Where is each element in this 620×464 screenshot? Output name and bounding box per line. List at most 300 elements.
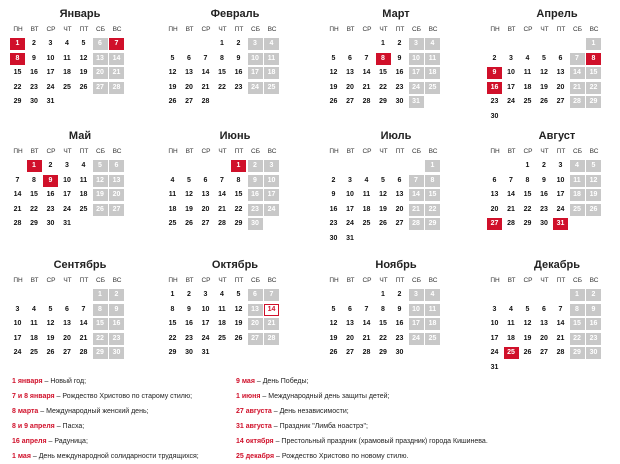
day-cell: 18 xyxy=(523,83,532,91)
day-cell: 18 xyxy=(30,334,38,342)
day-cell: 17 xyxy=(201,320,210,327)
day-cell: 16 xyxy=(395,320,404,327)
weekday-header: ПН xyxy=(168,277,178,284)
day-cell: 26 xyxy=(379,220,387,227)
day-cell: 4 xyxy=(425,289,440,301)
day-cell: 25 xyxy=(425,82,440,94)
day-cell: 9 xyxy=(397,305,402,313)
day-cell: 27 xyxy=(93,82,108,94)
day-cell: 16 xyxy=(248,189,263,201)
day-cell: 16 xyxy=(185,320,193,327)
day-cell: 12 xyxy=(329,320,338,327)
day-cell: 4 xyxy=(425,38,440,50)
day-cell: 2 xyxy=(109,289,124,301)
day-cell: 23 xyxy=(490,98,499,105)
month-title: Апрель xyxy=(536,8,578,20)
day-cell: 3 xyxy=(409,289,424,301)
day-cell: 15 xyxy=(168,320,177,327)
month-grid xyxy=(487,272,605,382)
weekday-header: ВС xyxy=(112,277,122,284)
day-cell: 22 xyxy=(379,334,387,342)
day-cell: 6 xyxy=(248,289,263,301)
day-cell: 8 xyxy=(381,305,385,313)
day-cell: 17 xyxy=(46,69,55,76)
weekday-header: СБ xyxy=(573,277,582,284)
day-cell: 10 xyxy=(264,175,279,187)
day-cell: 17 xyxy=(556,191,565,198)
day-cell: 4 xyxy=(81,162,86,169)
day-cell: 7 xyxy=(509,176,513,184)
day-cell: 26 xyxy=(329,349,338,356)
day-cell: 23 xyxy=(234,83,243,91)
legend-date: 8 марта xyxy=(12,408,39,415)
day-cell: 28 xyxy=(570,96,585,108)
day-cell: 4 xyxy=(364,176,369,184)
day-cell: 31 xyxy=(46,98,55,105)
weekday-header: СБ xyxy=(412,26,421,33)
month-title: Февраль xyxy=(210,8,260,20)
day-cell: 20 xyxy=(201,205,210,213)
weekday-header: ЧТ xyxy=(63,277,72,284)
legend-date: 8 и 9 апреля xyxy=(12,423,55,430)
weekday-header: СБ xyxy=(96,26,105,33)
day-cell: 24 xyxy=(409,82,424,94)
month-grid xyxy=(10,143,128,253)
day-cell: 23 xyxy=(109,333,124,345)
legend-item xyxy=(12,419,199,434)
month-grid xyxy=(165,143,283,253)
day-cell: 14 xyxy=(264,304,279,316)
day-cell: 25 xyxy=(425,333,440,345)
day-cell: 29 xyxy=(425,218,440,230)
day-cell: 18 xyxy=(264,67,279,79)
day-cell: 21 xyxy=(13,205,22,213)
day-cell: 28 xyxy=(79,349,88,356)
day-cell: 25 xyxy=(79,205,88,213)
day-cell: 25 xyxy=(504,347,519,359)
month-6 xyxy=(165,130,283,253)
legend-text: – Рождество Христово по новому стилю. xyxy=(274,453,409,460)
weekday-header: ПТ xyxy=(234,277,244,284)
day-cell: 31 xyxy=(63,220,71,227)
day-cell: 22 xyxy=(168,334,177,342)
weekday-header: СР xyxy=(201,277,211,284)
day-cell: 7 xyxy=(220,176,224,184)
month-grid xyxy=(487,143,605,253)
day-cell: 15 xyxy=(379,69,387,76)
day-cell: 21 xyxy=(218,205,226,213)
weekday-header: ВТ xyxy=(346,26,355,33)
day-cell: 14 xyxy=(507,191,515,198)
weekday-header: СБ xyxy=(573,26,582,33)
day-cell: 26 xyxy=(540,98,548,105)
day-cell: 28 xyxy=(218,220,226,227)
day-cell: 11 xyxy=(168,191,177,198)
legend-date: 9 мая xyxy=(236,378,255,385)
day-cell: 26 xyxy=(523,349,532,356)
day-cell: 2 xyxy=(586,289,601,301)
day-cell: 18 xyxy=(79,191,88,198)
day-cell: 28 xyxy=(264,333,279,345)
day-cell: 29 xyxy=(168,349,177,356)
day-cell: 18 xyxy=(425,67,440,79)
day-cell: 8 xyxy=(376,53,391,65)
day-cell: 5 xyxy=(236,291,241,298)
day-cell: 12 xyxy=(379,191,387,198)
weekday-header: ПН xyxy=(329,26,339,33)
day-cell: 2 xyxy=(492,54,497,62)
day-cell: 4 xyxy=(65,40,69,47)
day-cell: 13 xyxy=(490,191,499,198)
day-cell: 19 xyxy=(379,205,387,213)
day-cell: 17 xyxy=(346,205,354,213)
day-cell: 3 xyxy=(248,38,263,50)
legend-text: – Новый год; xyxy=(42,378,87,385)
legend-text: – Пасха; xyxy=(54,423,85,430)
day-cell: 15 xyxy=(234,191,243,198)
weekday-header: СР xyxy=(523,277,533,284)
day-cell: 16 xyxy=(540,191,548,198)
day-cell: 6 xyxy=(187,54,191,62)
weekday-header: ПТ xyxy=(234,26,244,33)
month-title: Май xyxy=(68,130,92,142)
day-cell: 8 xyxy=(93,304,108,316)
day-cell: 3 xyxy=(15,305,20,313)
day-cell: 30 xyxy=(46,220,55,227)
month-3 xyxy=(326,8,444,131)
day-cell: 4 xyxy=(170,176,175,184)
day-cell: 22 xyxy=(234,205,243,213)
day-cell: 2 xyxy=(331,176,336,184)
day-cell: 22 xyxy=(586,82,601,94)
day-cell: 12 xyxy=(185,191,193,198)
weekday-header: ПН xyxy=(13,148,23,155)
day-cell: 18 xyxy=(63,69,71,76)
day-cell: 4 xyxy=(570,160,585,172)
day-cell: 27 xyxy=(487,218,502,230)
day-cell: 20 xyxy=(395,205,404,213)
weekday-header: ПТ xyxy=(395,26,405,33)
day-cell: 13 xyxy=(556,69,565,76)
legend-date: 7 и 8 января xyxy=(12,393,55,400)
day-cell: 28 xyxy=(362,98,371,105)
day-cell: 28 xyxy=(409,218,424,230)
day-cell: 2 xyxy=(397,291,402,298)
weekday-header: ВС xyxy=(428,26,438,33)
weekday-header: СБ xyxy=(412,277,421,284)
day-cell: 10 xyxy=(409,53,424,65)
day-cell: 27 xyxy=(201,220,210,227)
day-cell: 6 xyxy=(348,305,352,313)
day-cell: 11 xyxy=(523,69,532,76)
weekday-header: СБ xyxy=(96,148,105,155)
weekday-header: ВТ xyxy=(185,148,194,155)
day-cell: 2 xyxy=(397,40,402,47)
day-cell: 14 xyxy=(201,69,210,76)
day-cell: 12 xyxy=(329,69,338,76)
day-cell: 2 xyxy=(187,291,191,298)
day-cell: 8 xyxy=(236,176,241,184)
legend-date: 14 октября xyxy=(236,438,274,445)
weekday-header: СР xyxy=(201,26,211,33)
day-cell: 6 xyxy=(203,176,208,184)
weekday-header: ПТ xyxy=(234,148,244,155)
day-cell: 2 xyxy=(236,40,241,47)
day-cell: 30 xyxy=(490,112,499,120)
day-cell: 25 xyxy=(523,98,532,105)
legend-item xyxy=(12,404,199,419)
day-cell: 15 xyxy=(425,189,440,201)
day-cell: 1 xyxy=(27,160,42,172)
day-cell: 3 xyxy=(264,160,279,172)
weekday-header: ПН xyxy=(490,148,500,155)
legend-text: – Рождество Христово по старому стилю; xyxy=(54,393,193,400)
day-cell: 19 xyxy=(185,205,193,213)
day-cell: 2 xyxy=(542,162,546,169)
weekday-header: ПТ xyxy=(556,26,566,33)
day-cell: 1 xyxy=(10,38,25,50)
day-cell: 21 xyxy=(507,205,515,213)
weekday-header: ПН xyxy=(329,277,339,284)
weekday-header: ВТ xyxy=(507,148,516,155)
day-cell: 12 xyxy=(79,54,88,62)
day-cell: 27 xyxy=(346,98,354,105)
day-cell: 14 xyxy=(13,191,22,198)
weekday-header: ВС xyxy=(112,148,122,155)
day-cell: 31 xyxy=(553,218,568,230)
day-cell: 11 xyxy=(79,176,88,184)
legend-date: 27 августа xyxy=(236,408,272,415)
day-cell: 22 xyxy=(379,83,387,91)
day-cell: 17 xyxy=(63,191,71,198)
weekday-header: ПТ xyxy=(395,148,405,155)
day-cell: 15 xyxy=(93,318,108,330)
day-cell: 6 xyxy=(65,305,69,313)
legend-text: – Радуница; xyxy=(46,438,88,445)
weekday-header: ЧТ xyxy=(540,277,549,284)
day-cell: 17 xyxy=(490,334,499,342)
month-11 xyxy=(326,259,444,382)
day-cell: 23 xyxy=(30,83,38,91)
day-cell: 11 xyxy=(425,304,440,316)
day-cell: 19 xyxy=(46,334,55,342)
weekday-header: ПН xyxy=(13,277,23,284)
day-cell: 9 xyxy=(187,305,191,313)
day-cell: 30 xyxy=(30,98,38,105)
day-cell: 30 xyxy=(395,98,404,105)
day-cell: 18 xyxy=(168,205,177,213)
day-cell: 7 xyxy=(558,305,563,313)
weekday-header: ЧТ xyxy=(63,26,72,33)
weekday-header: ВТ xyxy=(507,26,516,33)
day-cell: 22 xyxy=(425,204,440,216)
day-cell: 31 xyxy=(201,349,210,356)
day-cell: 26 xyxy=(93,204,108,216)
month-7 xyxy=(326,130,444,253)
day-cell: 19 xyxy=(329,334,338,342)
day-cell: 27 xyxy=(109,204,124,216)
day-cell: 19 xyxy=(93,189,108,201)
day-cell: 25 xyxy=(218,334,226,342)
weekday-header: ЧТ xyxy=(540,26,549,33)
legend-item xyxy=(12,389,199,404)
day-cell: 3 xyxy=(203,291,208,298)
day-cell: 26 xyxy=(234,334,243,342)
day-cell: 10 xyxy=(63,176,71,184)
day-cell: 12 xyxy=(46,320,55,327)
legend-date: 1 мая xyxy=(12,453,31,460)
day-cell: 23 xyxy=(248,204,263,216)
weekday-header: ВС xyxy=(267,26,277,33)
day-cell: 27 xyxy=(346,349,354,356)
month-title: Июнь xyxy=(219,130,251,142)
day-cell: 16 xyxy=(109,318,124,330)
day-cell: 7 xyxy=(570,53,585,65)
weekday-header: ВТ xyxy=(30,277,39,284)
day-cell: 10 xyxy=(490,320,499,327)
day-cell: 29 xyxy=(13,98,22,105)
day-cell: 23 xyxy=(395,83,404,91)
day-cell: 16 xyxy=(586,318,601,330)
day-cell: 8 xyxy=(220,54,224,62)
weekday-header: ВТ xyxy=(30,26,39,33)
day-cell: 17 xyxy=(264,189,279,201)
day-cell: 11 xyxy=(218,305,226,313)
day-cell: 17 xyxy=(507,83,515,91)
day-cell: 6 xyxy=(348,54,352,62)
day-cell: 13 xyxy=(248,304,263,316)
weekday-header: ЧТ xyxy=(218,277,227,284)
weekday-header: СР xyxy=(201,148,211,155)
day-cell: 24 xyxy=(556,205,565,213)
day-cell: 24 xyxy=(346,220,354,227)
day-cell: 5 xyxy=(93,160,108,172)
day-cell: 12 xyxy=(586,175,601,187)
day-cell: 13 xyxy=(93,53,108,65)
day-cell: 8 xyxy=(586,53,601,65)
month-grid xyxy=(326,272,444,382)
day-cell: 9 xyxy=(542,176,546,184)
weekday-header: ПН xyxy=(490,277,500,284)
day-cell: 1 xyxy=(570,289,585,301)
day-cell: 14 xyxy=(556,320,565,327)
legend-item xyxy=(12,374,199,389)
day-cell: 19 xyxy=(329,83,338,91)
month-title: Ноябрь xyxy=(375,259,417,271)
day-cell: 26 xyxy=(329,98,338,105)
day-cell: 10 xyxy=(13,320,22,327)
legend-text: – Праздник "Лимба ноастрэ"; xyxy=(271,423,368,430)
day-cell: 7 xyxy=(109,38,124,50)
day-cell: 6 xyxy=(397,176,402,184)
weekday-header: ПН xyxy=(168,148,178,155)
day-cell: 17 xyxy=(248,67,263,79)
month-grid xyxy=(326,143,444,253)
month-1 xyxy=(10,8,128,131)
legend-date: 25 декабря xyxy=(236,453,275,460)
day-cell: 13 xyxy=(395,191,404,198)
day-cell: 3 xyxy=(558,162,563,169)
day-cell: 14 xyxy=(362,320,371,327)
weekday-header: СР xyxy=(46,277,56,284)
day-cell: 7 xyxy=(364,54,369,62)
day-cell: 14 xyxy=(79,320,88,327)
weekday-header: ЧТ xyxy=(379,26,388,33)
day-cell: 4 xyxy=(32,305,36,313)
day-cell: 10 xyxy=(556,176,565,184)
month-10 xyxy=(165,259,283,382)
day-cell: 20 xyxy=(540,334,548,342)
day-cell: 3 xyxy=(48,40,53,47)
day-cell: 4 xyxy=(220,291,224,298)
month-4 xyxy=(487,8,605,131)
day-cell: 24 xyxy=(248,82,263,94)
day-cell: 6 xyxy=(492,176,497,184)
holiday-legend-right xyxy=(236,374,488,464)
day-cell: 13 xyxy=(201,191,210,198)
month-title: Январь xyxy=(59,8,101,20)
month-title: Март xyxy=(382,8,410,20)
day-cell: 21 xyxy=(362,334,371,342)
day-cell: 5 xyxy=(48,305,53,313)
day-cell: 8 xyxy=(425,175,440,187)
day-cell: 5 xyxy=(331,305,336,313)
day-cell: 4 xyxy=(264,38,279,50)
day-cell: 5 xyxy=(381,176,385,184)
day-cell: 10 xyxy=(46,54,55,62)
day-cell: 10 xyxy=(248,53,263,65)
day-cell: 19 xyxy=(540,83,548,91)
weekday-header: ВС xyxy=(428,148,438,155)
day-cell: 24 xyxy=(201,334,210,342)
day-cell: 31 xyxy=(490,363,499,371)
day-cell: 14 xyxy=(409,189,424,201)
weekday-header: ВТ xyxy=(185,26,194,33)
weekday-header: ЧТ xyxy=(540,148,549,155)
day-cell: 16 xyxy=(234,69,243,76)
day-cell: 1 xyxy=(170,291,175,298)
day-cell: 20 xyxy=(109,189,124,201)
legend-item xyxy=(236,419,488,434)
day-cell: 12 xyxy=(93,175,108,187)
day-cell: 30 xyxy=(586,347,601,359)
weekday-header: ВТ xyxy=(346,277,355,284)
day-cell: 21 xyxy=(556,334,565,342)
legend-date: 1 июня xyxy=(236,393,261,400)
month-title: Июль xyxy=(380,130,412,142)
day-cell: 17 xyxy=(409,67,424,79)
weekday-header: ПН xyxy=(168,26,178,33)
day-cell: 15 xyxy=(13,69,22,76)
day-cell: 1 xyxy=(231,160,246,172)
day-cell: 16 xyxy=(30,69,38,76)
day-cell: 1 xyxy=(525,162,530,169)
day-cell: 16 xyxy=(46,191,55,198)
day-cell: 26 xyxy=(586,204,601,216)
legend-text: – Международный день защиты детей; xyxy=(260,393,390,400)
day-cell: 1 xyxy=(381,291,385,298)
day-cell: 24 xyxy=(264,204,279,216)
day-cell: 11 xyxy=(507,320,515,327)
legend-item xyxy=(236,434,488,449)
day-cell: 29 xyxy=(586,96,601,108)
legend-date: 31 августа xyxy=(236,423,272,430)
day-cell: 3 xyxy=(492,305,497,313)
day-cell: 20 xyxy=(346,334,354,342)
day-cell: 11 xyxy=(425,53,440,65)
day-cell: 19 xyxy=(168,83,177,91)
month-2 xyxy=(165,8,283,131)
